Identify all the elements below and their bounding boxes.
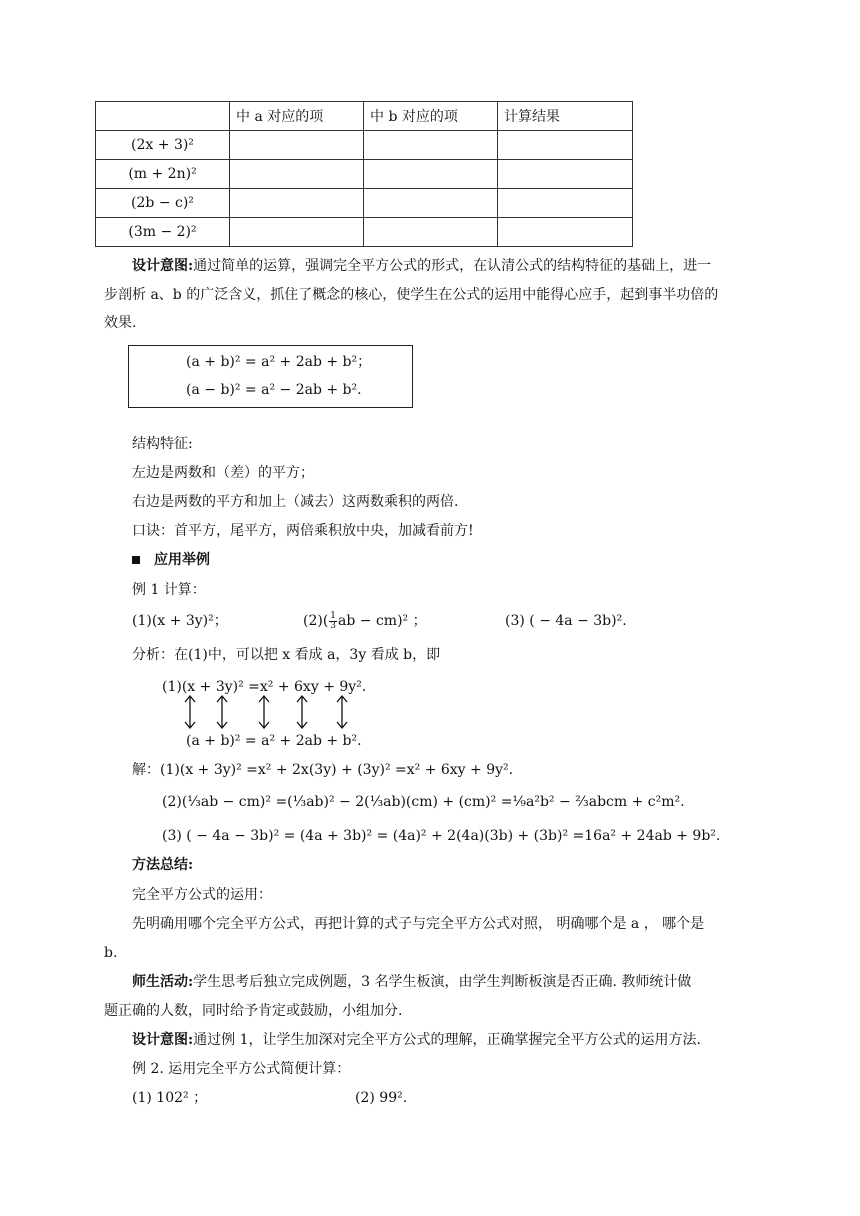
structure-title: 结构特征: xyxy=(132,436,193,452)
structure-right: 右边是两数的平方和加上（减去）这两数乘积的两倍. xyxy=(132,494,459,510)
fraction-numerator: 1 xyxy=(330,610,337,621)
section-title: 应用举例 xyxy=(154,552,210,568)
table-row xyxy=(96,189,633,218)
square-bullet-icon xyxy=(132,556,140,564)
mapping-top-expression: (1)(x + 3y)² =x² + 6xy + 9y². xyxy=(162,679,367,695)
table-expression-cell: (3m − 2)² xyxy=(96,218,230,247)
example2-title: 例 2. 运用完全平方公式简便计算： xyxy=(132,1061,351,1077)
method-line3: b. xyxy=(104,945,118,961)
design-intent-text: 通过简单的运算，强调完全平方公式的形式，在认清公式的结构特征的基础上，进一 xyxy=(193,258,712,274)
table-cell xyxy=(498,160,633,189)
double-arrow-icon xyxy=(337,696,347,728)
structure-rhyme: 口诀：首平方，尾平方，两倍乘积放中央，加减看前方! xyxy=(132,523,474,539)
table-expression-cell: (2x + 3)² xyxy=(96,131,230,160)
example1-analysis: 分析：在(1)中，可以把 x 看成 a，3y 看成 b，即 xyxy=(132,647,441,663)
formula-diff-square: (a − b)² = a² − 2ab + b². xyxy=(186,382,362,398)
activity-line2: 题正确的人数，同时给予肯定或鼓励，小组加分. xyxy=(104,1003,403,1019)
double-arrow-icon xyxy=(297,696,307,728)
fraction xyxy=(329,612,337,631)
table-cell xyxy=(230,131,364,160)
formula-sum-square: (a + b)² = a² + 2ab + b²； xyxy=(186,354,372,370)
design-intent-2 xyxy=(132,1030,701,1050)
method-line2: 先明确用哪个完全平方公式，再把计算的式子与完全平方公式对照， 明确哪个是 a ， 哪个是 xyxy=(132,916,705,932)
example1-title: 例 1 计算： xyxy=(132,582,206,598)
structure-left: 左边是两数和（差）的平方； xyxy=(132,465,314,481)
design-intent-text: 通过例 1，让学生加深对完全平方公式的理解，正确掌握完全平方公式的运用方法. xyxy=(193,1032,701,1048)
solution-2: (2)(⅓ab − cm)² =(⅓ab)² − 2(⅓ab)(cm) + (cm)² =⅑a²b² − ⅔abcm + c²m². xyxy=(162,794,685,810)
table-row xyxy=(96,218,633,247)
problem-2-suffix: ab − cm)² ； xyxy=(338,613,427,629)
table-cell xyxy=(230,218,364,247)
table-cell xyxy=(364,218,498,247)
table-cell xyxy=(498,189,633,218)
table-cell xyxy=(364,131,498,160)
example1-problem-2 xyxy=(303,611,427,631)
table-cell xyxy=(498,218,633,247)
table-cell xyxy=(230,160,364,189)
double-arrow-icon xyxy=(217,696,227,728)
table-cell xyxy=(230,189,364,218)
problem-2-prefix: (2)( xyxy=(303,613,329,629)
table-cell xyxy=(498,131,633,160)
example2-problem-2: (2) 99². xyxy=(355,1090,408,1106)
example1-problem-1: (1)(x + 3y)²； xyxy=(132,613,228,629)
table-header-cell: 中 b 对应的项 xyxy=(364,102,498,131)
example2-problem-1: (1) 102² ； xyxy=(132,1090,208,1106)
table-header-cell: 计算结果 xyxy=(498,102,633,131)
table-cell xyxy=(364,160,498,189)
table-row xyxy=(96,131,633,160)
activity-line1 xyxy=(132,972,691,992)
design-intent-label: 设计意图: xyxy=(132,258,194,274)
fraction-denominator: 3 xyxy=(330,620,337,631)
design-intent-1-line3: 效果. xyxy=(104,315,137,331)
method-title: 方法总结: xyxy=(132,857,194,873)
activity-text: 学生思考后独立完成例题，3 名学生板演，由学生判断板演是否正确. 教师统计做 xyxy=(193,974,692,990)
activity-label: 师生活动: xyxy=(132,974,194,990)
solution-3: (3) ( − 4a − 3b)² = (4a + 3b)² = (4a)² + 2(4a)(3b) + (3b)² =16a² + 24ab + 9b². xyxy=(162,828,721,844)
solution-1: 解：(1)(x + 3y)² =x² + 2x(3y) + (3y)² =x² + 6xy + 9y². xyxy=(132,762,514,778)
table-header-row xyxy=(96,102,633,131)
double-arrow-icon xyxy=(185,696,195,728)
table-expression-cell: (2b − c)² xyxy=(96,189,230,218)
term-table xyxy=(95,101,633,247)
table-header-cell: 中 a 对应的项 xyxy=(230,102,364,131)
design-intent-label: 设计意图: xyxy=(132,1032,194,1048)
table-header-cell xyxy=(96,102,230,131)
table-row xyxy=(96,160,633,189)
section-heading xyxy=(132,550,210,570)
table-expression-cell: (m + 2n)² xyxy=(96,160,230,189)
double-arrow-icon xyxy=(259,696,269,728)
mapping-bottom-expression: (a + b)² = a² + 2ab + b². xyxy=(186,733,362,749)
table-cell xyxy=(364,189,498,218)
design-intent-1-line1 xyxy=(132,256,711,276)
design-intent-1-line2: 步剖析 a、b 的广泛含义，抓住了概念的核心，使学生在公式的运用中能得心应手，起到事半功倍的 xyxy=(104,287,719,303)
mapping-arrows xyxy=(180,694,360,730)
method-line1: 完全平方公式的运用： xyxy=(132,887,272,903)
example1-problem-3: (3) ( − 4a − 3b)². xyxy=(505,613,627,629)
